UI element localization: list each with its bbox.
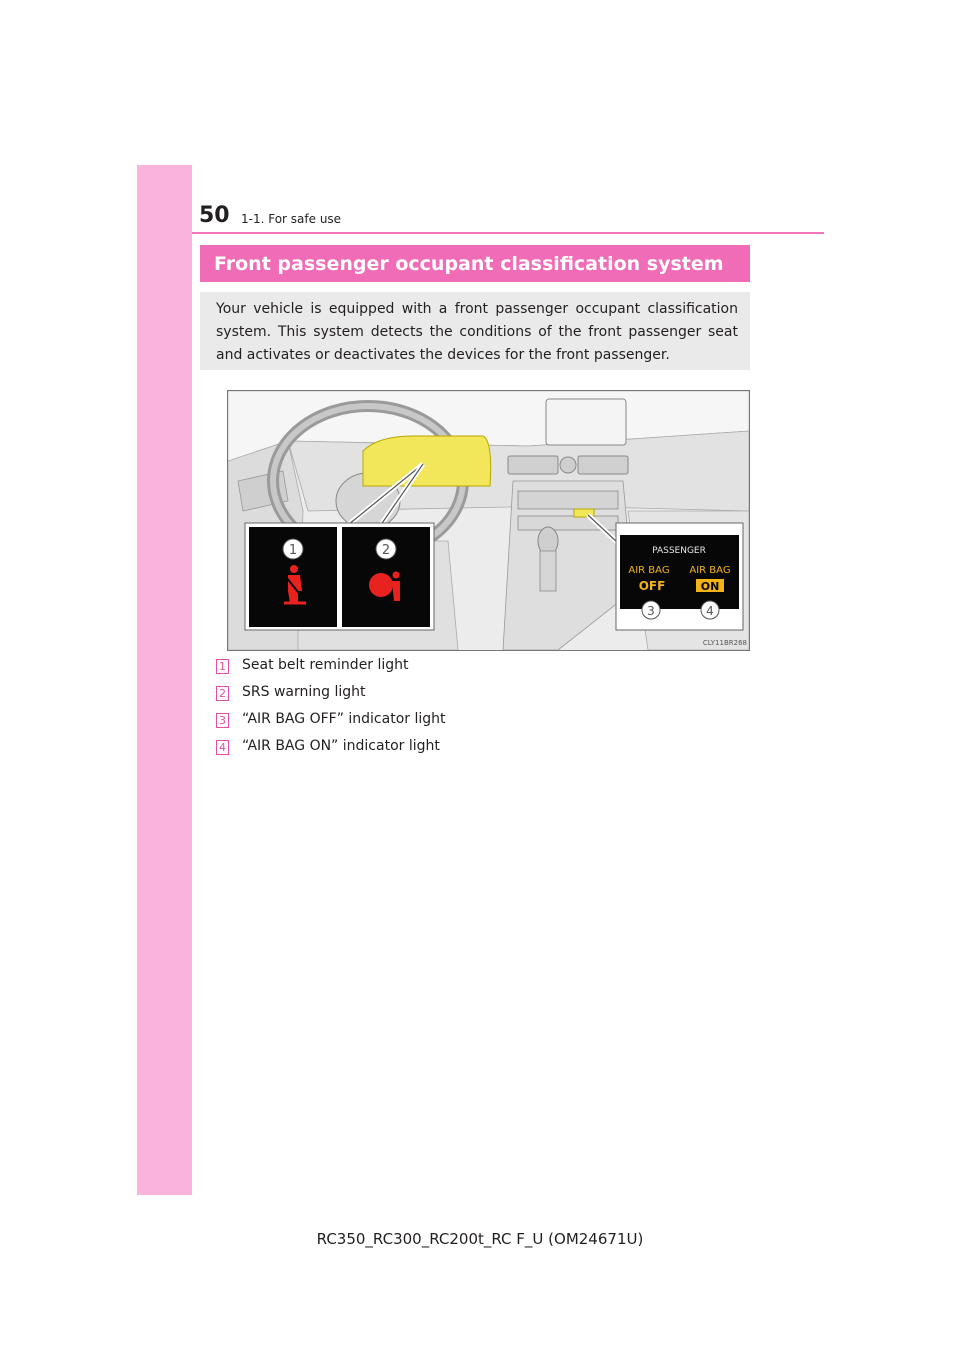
dashboard-figure — [227, 390, 750, 651]
section-title-bar — [200, 245, 750, 282]
legend-number-3: 3 — [216, 713, 229, 728]
legend-number-4: 4 — [216, 740, 229, 755]
intro-text: Your vehicle is equipped with a front passenger occupant classification system. This system detects the conditions of the front passenger seat and activates or deactivates the devices for the front passenger. — [216, 301, 738, 363]
legend-item-4 — [216, 737, 440, 757]
legend-text-3: “AIR BAG OFF” indicator light — [242, 711, 446, 727]
legend-item-2 — [216, 683, 366, 703]
intro-box — [200, 292, 750, 370]
callout-4-label: 4 — [706, 604, 714, 618]
callout-3-label: 3 — [647, 604, 655, 618]
airbag-off-label: AIR BAG — [628, 565, 670, 576]
callout-1-label: 1 — [288, 543, 298, 558]
figure-code: CLY11BR268 — [702, 639, 747, 647]
airbag-on-label: AIR BAG — [689, 565, 731, 576]
page-number: 50 — [199, 203, 230, 228]
legend-number-1: 1 — [216, 659, 229, 674]
section-title: Front passenger occupant classification system — [214, 252, 724, 275]
callout-2-label: 2 — [381, 543, 391, 558]
header-rule — [192, 232, 824, 234]
legend-item-1 — [216, 656, 409, 676]
airbag-off-state: OFF — [638, 579, 666, 593]
footer-model-code: RC350_RC300_RC200t_RC F_U (OM24671U) — [316, 1230, 644, 1248]
legend-number-2: 2 — [216, 686, 229, 701]
legend-text-4: “AIR BAG ON” indicator light — [242, 738, 440, 754]
running-head: 1-1. For safe use — [241, 212, 342, 226]
legend-text-1: Seat belt reminder light — [242, 657, 409, 673]
display-heading: PASSENGER — [652, 546, 706, 556]
legend-text-2: SRS warning light — [242, 684, 366, 700]
airbag-on-state: ON — [700, 580, 720, 593]
legend-item-3 — [216, 710, 446, 730]
side-tab — [137, 165, 192, 1195]
